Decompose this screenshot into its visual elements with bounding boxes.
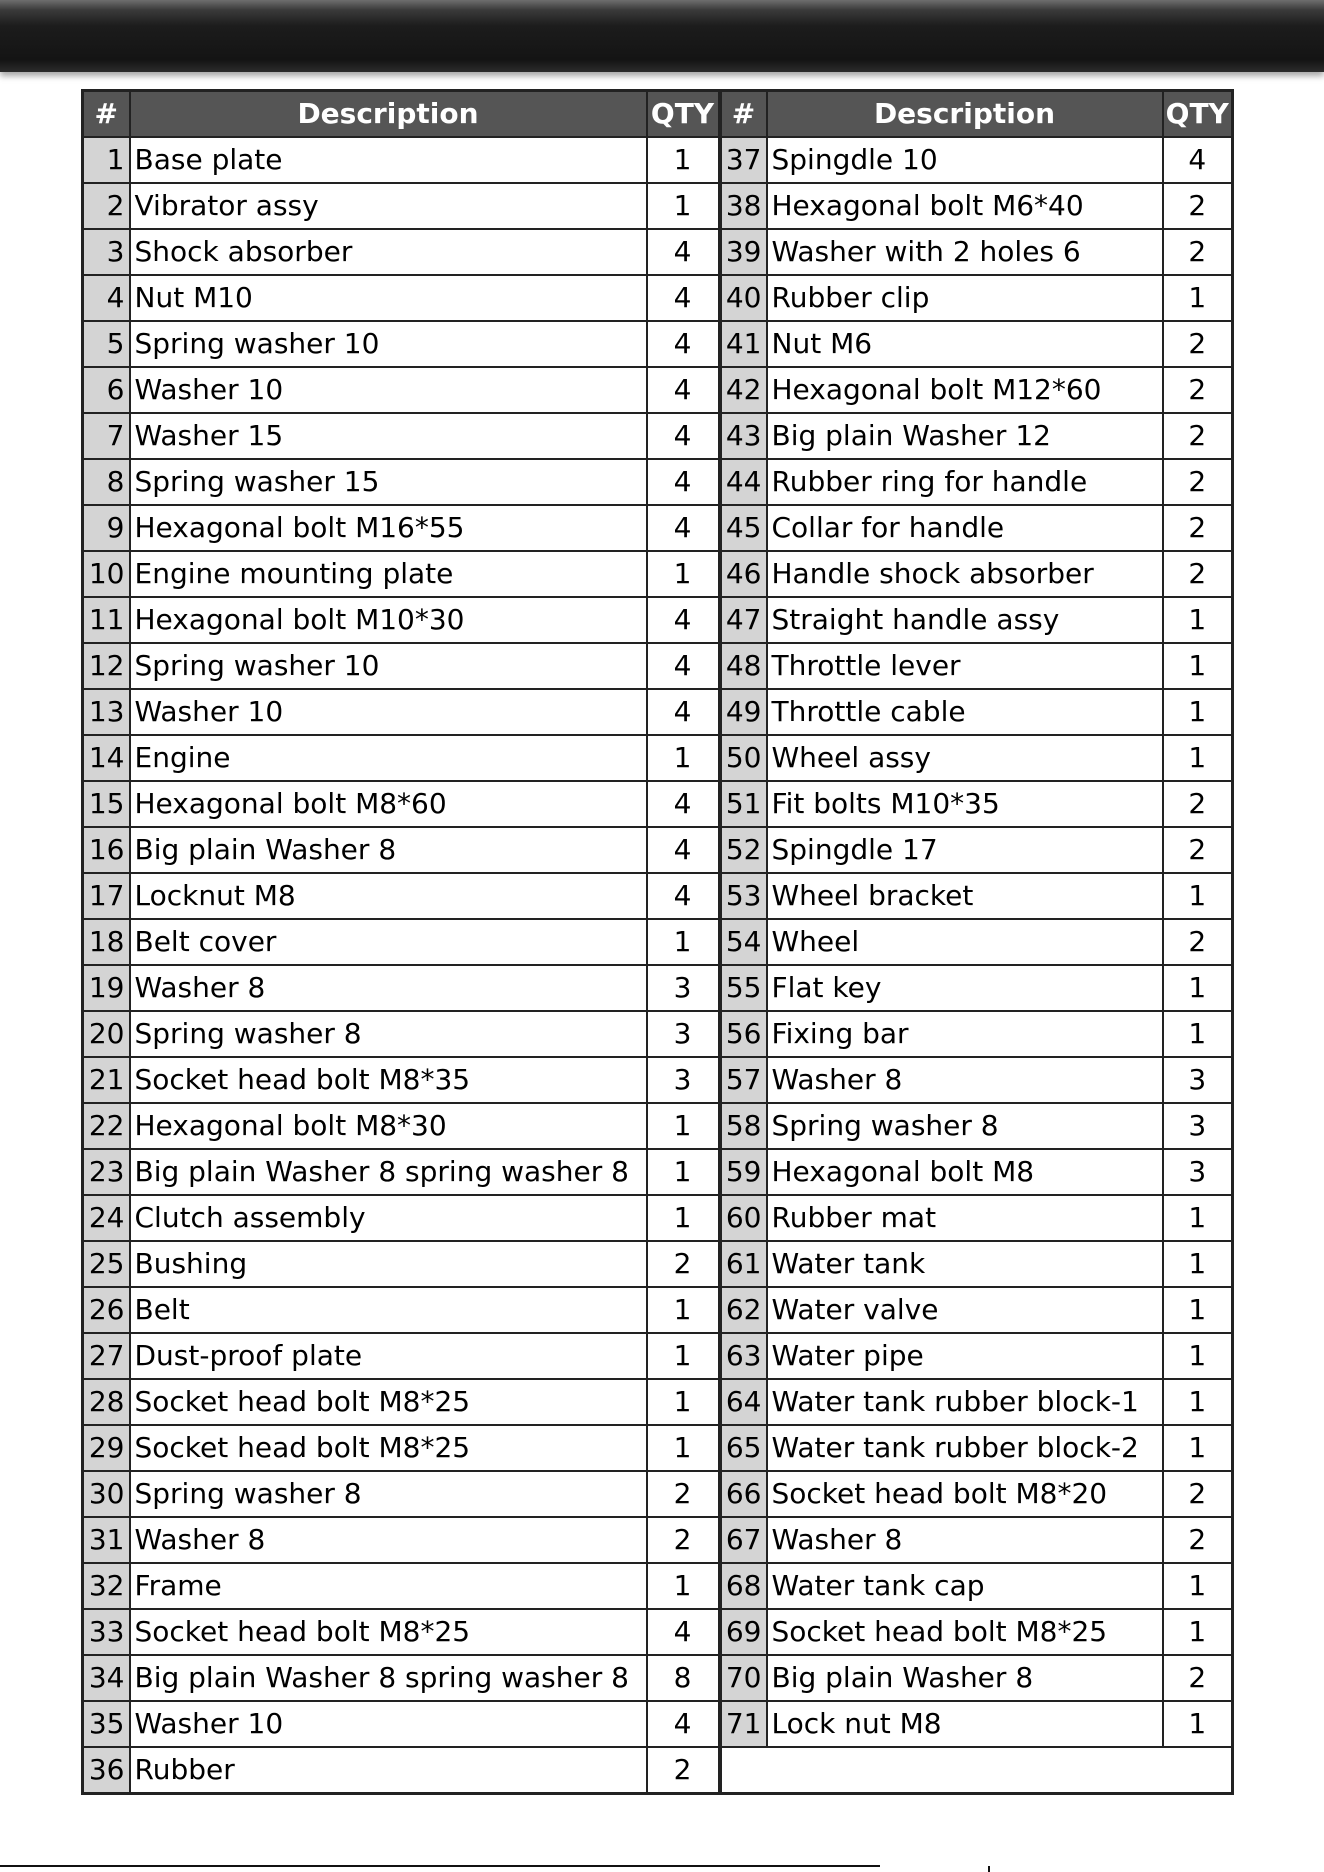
part-number: 31 (83, 1517, 130, 1563)
part-quantity: 2 (1163, 1655, 1233, 1701)
part-description: Water tank cap (767, 1563, 1163, 1609)
part-quantity: 1 (647, 735, 720, 781)
part-quantity: 4 (647, 873, 720, 919)
part-number: 14 (83, 735, 130, 781)
table-row (83, 1333, 1233, 1379)
part-description: Big plain Washer 8 spring washer 8 (130, 1655, 647, 1701)
part-number: 60 (720, 1195, 767, 1241)
part-description: Bushing (130, 1241, 647, 1287)
table-row (83, 1701, 1233, 1747)
part-quantity: 2 (1163, 229, 1233, 275)
part-description: Water tank (767, 1241, 1163, 1287)
table-row (83, 459, 1233, 505)
part-number: 39 (720, 229, 767, 275)
part-description: Water tank rubber block-1 (767, 1379, 1163, 1425)
part-number: 69 (720, 1609, 767, 1655)
part-description: Washer 10 (130, 1701, 647, 1747)
part-description: Vibrator assy (130, 183, 647, 229)
part-quantity: 1 (1163, 965, 1233, 1011)
part-number: 42 (720, 367, 767, 413)
table-header-row (83, 91, 1233, 138)
part-description: Base plate (130, 137, 647, 183)
part-description: Spingdle 10 (767, 137, 1163, 183)
part-number: 46 (720, 551, 767, 597)
part-quantity: 1 (1163, 1287, 1233, 1333)
part-number: 16 (83, 827, 130, 873)
part-quantity: 2 (647, 1241, 720, 1287)
part-description: Washer 10 (130, 367, 647, 413)
part-description: Dust-proof plate (130, 1333, 647, 1379)
part-number: 36 (83, 1747, 130, 1794)
part-number: 21 (83, 1057, 130, 1103)
part-number: 9 (83, 505, 130, 551)
header-description-left: Description (130, 91, 647, 138)
part-number: 17 (83, 873, 130, 919)
part-description: Fit bolts M10*35 (767, 781, 1163, 827)
table-row (83, 1563, 1233, 1609)
part-description: Engine (130, 735, 647, 781)
part-quantity: 2 (1163, 827, 1233, 873)
part-quantity: 3 (1163, 1149, 1233, 1195)
part-description: Spring washer 8 (130, 1011, 647, 1057)
part-number: 45 (720, 505, 767, 551)
part-description: Belt (130, 1287, 647, 1333)
table-row (83, 1149, 1233, 1195)
part-number: 8 (83, 459, 130, 505)
part-number: 10 (83, 551, 130, 597)
part-number: 15 (83, 781, 130, 827)
part-number: 26 (83, 1287, 130, 1333)
table-row (83, 919, 1233, 965)
part-description: Washer 8 (767, 1517, 1163, 1563)
part-quantity: 1 (647, 551, 720, 597)
part-number: 2 (83, 183, 130, 229)
part-quantity: 3 (1163, 1057, 1233, 1103)
table-row (83, 551, 1233, 597)
part-quantity: 1 (1163, 275, 1233, 321)
part-number: 37 (720, 137, 767, 183)
part-description: Throttle cable (767, 689, 1163, 735)
table-row (83, 1287, 1233, 1333)
part-number: 20 (83, 1011, 130, 1057)
part-quantity: 3 (1163, 1103, 1233, 1149)
part-description: Big plain Washer 12 (767, 413, 1163, 459)
part-quantity: 1 (647, 1287, 720, 1333)
part-number: 49 (720, 689, 767, 735)
table-row (83, 1517, 1233, 1563)
part-number: 51 (720, 781, 767, 827)
part-quantity: 1 (1163, 1701, 1233, 1747)
part-quantity: 2 (647, 1517, 720, 1563)
part-description: Socket head bolt M8*25 (130, 1425, 647, 1471)
part-number: 25 (83, 1241, 130, 1287)
part-quantity: 1 (647, 183, 720, 229)
part-number: 22 (83, 1103, 130, 1149)
part-quantity: 8 (647, 1655, 720, 1701)
part-quantity: 1 (647, 1149, 720, 1195)
part-number: 57 (720, 1057, 767, 1103)
part-number: 56 (720, 1011, 767, 1057)
part-quantity: 1 (1163, 1333, 1233, 1379)
part-number: 64 (720, 1379, 767, 1425)
part-description: Washer 8 (130, 965, 647, 1011)
table-row (83, 275, 1233, 321)
part-quantity: 4 (647, 505, 720, 551)
part-number: 61 (720, 1241, 767, 1287)
part-description: Straight handle assy (767, 597, 1163, 643)
part-description: Washer 8 (767, 1057, 1163, 1103)
part-number: 7 (83, 413, 130, 459)
table-row (83, 229, 1233, 275)
table-row (83, 1655, 1233, 1701)
table-row (83, 965, 1233, 1011)
part-number: 3 (83, 229, 130, 275)
part-number: 38 (720, 183, 767, 229)
part-quantity: 4 (647, 827, 720, 873)
part-description: Rubber mat (767, 1195, 1163, 1241)
part-description: Spingdle 17 (767, 827, 1163, 873)
part-description: Flat key (767, 965, 1163, 1011)
part-description: Socket head bolt M8*25 (767, 1609, 1163, 1655)
part-quantity: 1 (647, 1333, 720, 1379)
part-description: Water tank rubber block-2 (767, 1425, 1163, 1471)
header-description-right: Description (767, 91, 1163, 138)
part-number: 33 (83, 1609, 130, 1655)
part-description: Washer 8 (130, 1517, 647, 1563)
part-quantity: 1 (1163, 1011, 1233, 1057)
part-number: 58 (720, 1103, 767, 1149)
part-description: Wheel assy (767, 735, 1163, 781)
table-row (83, 1425, 1233, 1471)
part-quantity: 1 (1163, 643, 1233, 689)
part-quantity: 4 (1163, 137, 1233, 183)
part-quantity: 4 (647, 367, 720, 413)
part-number: 55 (720, 965, 767, 1011)
part-number: 63 (720, 1333, 767, 1379)
part-description: Hexagonal bolt M12*60 (767, 367, 1163, 413)
part-description: Fixing bar (767, 1011, 1163, 1057)
footer-tick (988, 1866, 990, 1872)
part-quantity: 4 (647, 275, 720, 321)
table-row (83, 1471, 1233, 1517)
table-row (83, 1195, 1233, 1241)
part-quantity: 2 (1163, 183, 1233, 229)
table-row (83, 643, 1233, 689)
part-quantity: 1 (1163, 1195, 1233, 1241)
part-description: Washer with 2 holes 6 (767, 229, 1163, 275)
part-quantity: 4 (647, 321, 720, 367)
part-number: 48 (720, 643, 767, 689)
part-number: 67 (720, 1517, 767, 1563)
part-quantity: 4 (647, 1701, 720, 1747)
part-number: 40 (720, 275, 767, 321)
part-quantity: 2 (1163, 1517, 1233, 1563)
part-quantity: 2 (1163, 551, 1233, 597)
part-description: Rubber ring for handle (767, 459, 1163, 505)
part-description: Spring washer 8 (767, 1103, 1163, 1149)
part-description: Hexagonal bolt M10*30 (130, 597, 647, 643)
part-description: Throttle lever (767, 643, 1163, 689)
part-number: 70 (720, 1655, 767, 1701)
part-description: Spring washer 15 (130, 459, 647, 505)
part-number: 54 (720, 919, 767, 965)
part-quantity: 1 (647, 919, 720, 965)
part-description: Hexagonal bolt M8*60 (130, 781, 647, 827)
part-quantity: 1 (1163, 1609, 1233, 1655)
part-description: Big plain Washer 8 spring washer 8 (130, 1149, 647, 1195)
table-row (83, 827, 1233, 873)
header-qty-left: QTY (647, 91, 720, 138)
part-number: 34 (83, 1655, 130, 1701)
table-row (83, 183, 1233, 229)
table-row (83, 367, 1233, 413)
part-number: 30 (83, 1471, 130, 1517)
part-description: Hexagonal bolt M8*30 (130, 1103, 647, 1149)
part-description: Washer 10 (130, 689, 647, 735)
part-number: 71 (720, 1701, 767, 1747)
table-row (83, 1103, 1233, 1149)
part-quantity: 3 (647, 965, 720, 1011)
part-description: Clutch assembly (130, 1195, 647, 1241)
part-number: 11 (83, 597, 130, 643)
part-description: Hexagonal bolt M16*55 (130, 505, 647, 551)
header-qty-right: QTY (1163, 91, 1233, 138)
part-number: 6 (83, 367, 130, 413)
part-quantity: 3 (647, 1057, 720, 1103)
part-description: Socket head bolt M8*35 (130, 1057, 647, 1103)
part-number: 62 (720, 1287, 767, 1333)
part-description: Rubber (130, 1747, 647, 1794)
part-description: Collar for handle (767, 505, 1163, 551)
part-quantity: 1 (647, 1379, 720, 1425)
part-number: 50 (720, 735, 767, 781)
part-number: 44 (720, 459, 767, 505)
part-description: Frame (130, 1563, 647, 1609)
part-description: Spring washer 10 (130, 643, 647, 689)
part-quantity: 2 (647, 1747, 720, 1794)
part-description: Lock nut M8 (767, 1701, 1163, 1747)
part-quantity: 2 (1163, 459, 1233, 505)
part-number: 59 (720, 1149, 767, 1195)
part-quantity: 1 (647, 1195, 720, 1241)
part-quantity: 4 (647, 643, 720, 689)
part-description: Hexagonal bolt M8 (767, 1149, 1163, 1195)
part-quantity: 4 (647, 413, 720, 459)
part-quantity: 1 (1163, 873, 1233, 919)
part-quantity: 4 (647, 781, 720, 827)
part-description: Socket head bolt M8*25 (130, 1379, 647, 1425)
part-quantity: 1 (1163, 1425, 1233, 1471)
part-description: Wheel bracket (767, 873, 1163, 919)
part-quantity: 2 (647, 1471, 720, 1517)
part-quantity: 1 (647, 1563, 720, 1609)
part-quantity: 1 (647, 1425, 720, 1471)
part-quantity: 1 (1163, 1379, 1233, 1425)
part-number: 65 (720, 1425, 767, 1471)
part-description: Socket head bolt M8*25 (130, 1609, 647, 1655)
table-row (83, 597, 1233, 643)
part-number: 66 (720, 1471, 767, 1517)
part-description: Shock absorber (130, 229, 647, 275)
header-num-right: # (720, 91, 767, 138)
part-description: Handle shock absorber (767, 551, 1163, 597)
parts-table-body (83, 137, 1233, 1794)
part-number: 13 (83, 689, 130, 735)
part-description: Water pipe (767, 1333, 1163, 1379)
part-quantity: 2 (1163, 413, 1233, 459)
part-quantity: 1 (647, 137, 720, 183)
table-row (83, 781, 1233, 827)
table-row (83, 689, 1233, 735)
part-number: 35 (83, 1701, 130, 1747)
part-number: 5 (83, 321, 130, 367)
part-description: Big plain Washer 8 (130, 827, 647, 873)
part-quantity: 2 (1163, 321, 1233, 367)
part-number: 53 (720, 873, 767, 919)
part-quantity: 4 (647, 689, 720, 735)
parts-list-table (81, 89, 1234, 1795)
part-quantity: 2 (1163, 505, 1233, 551)
empty-cell (720, 1747, 1233, 1794)
part-number: 68 (720, 1563, 767, 1609)
table-row (83, 1747, 1233, 1794)
part-quantity: 2 (1163, 1471, 1233, 1517)
part-quantity: 1 (647, 1103, 720, 1149)
part-description: Spring washer 10 (130, 321, 647, 367)
part-number: 27 (83, 1333, 130, 1379)
footer-rule (0, 1865, 880, 1867)
part-description: Spring washer 8 (130, 1471, 647, 1517)
part-quantity: 2 (1163, 367, 1233, 413)
part-number: 18 (83, 919, 130, 965)
part-number: 43 (720, 413, 767, 459)
table-row (83, 1609, 1233, 1655)
part-quantity: 3 (647, 1011, 720, 1057)
table-row (83, 321, 1233, 367)
part-quantity: 4 (647, 459, 720, 505)
part-number: 32 (83, 1563, 130, 1609)
part-number: 47 (720, 597, 767, 643)
part-description: Wheel (767, 919, 1163, 965)
table-row (83, 735, 1233, 781)
part-number: 19 (83, 965, 130, 1011)
part-quantity: 2 (1163, 919, 1233, 965)
part-quantity: 1 (1163, 689, 1233, 735)
part-description: Socket head bolt M8*20 (767, 1471, 1163, 1517)
part-description: Belt cover (130, 919, 647, 965)
part-quantity: 2 (1163, 781, 1233, 827)
table-row (83, 413, 1233, 459)
part-number: 23 (83, 1149, 130, 1195)
part-description: Hexagonal bolt M6*40 (767, 183, 1163, 229)
part-description: Nut M10 (130, 275, 647, 321)
part-quantity: 4 (647, 229, 720, 275)
part-number: 41 (720, 321, 767, 367)
part-quantity: 4 (647, 597, 720, 643)
header-bar (0, 0, 1324, 72)
part-description: Locknut M8 (130, 873, 647, 919)
part-quantity: 4 (647, 1609, 720, 1655)
part-number: 24 (83, 1195, 130, 1241)
part-number: 4 (83, 275, 130, 321)
table-row (83, 505, 1233, 551)
part-description: Engine mounting plate (130, 551, 647, 597)
part-description: Big plain Washer 8 (767, 1655, 1163, 1701)
table-row (83, 1241, 1233, 1287)
part-description: Washer 15 (130, 413, 647, 459)
table-row (83, 1057, 1233, 1103)
table-row (83, 1379, 1233, 1425)
table-row (83, 137, 1233, 183)
table-row (83, 873, 1233, 919)
part-quantity: 1 (1163, 735, 1233, 781)
part-description: Nut M6 (767, 321, 1163, 367)
part-number: 29 (83, 1425, 130, 1471)
part-quantity: 1 (1163, 1241, 1233, 1287)
part-quantity: 1 (1163, 597, 1233, 643)
part-number: 52 (720, 827, 767, 873)
part-number: 12 (83, 643, 130, 689)
part-description: Water valve (767, 1287, 1163, 1333)
table-row (83, 1011, 1233, 1057)
header-num-left: # (83, 91, 130, 138)
part-quantity: 1 (1163, 1563, 1233, 1609)
part-number: 1 (83, 137, 130, 183)
part-number: 28 (83, 1379, 130, 1425)
part-description: Rubber clip (767, 275, 1163, 321)
